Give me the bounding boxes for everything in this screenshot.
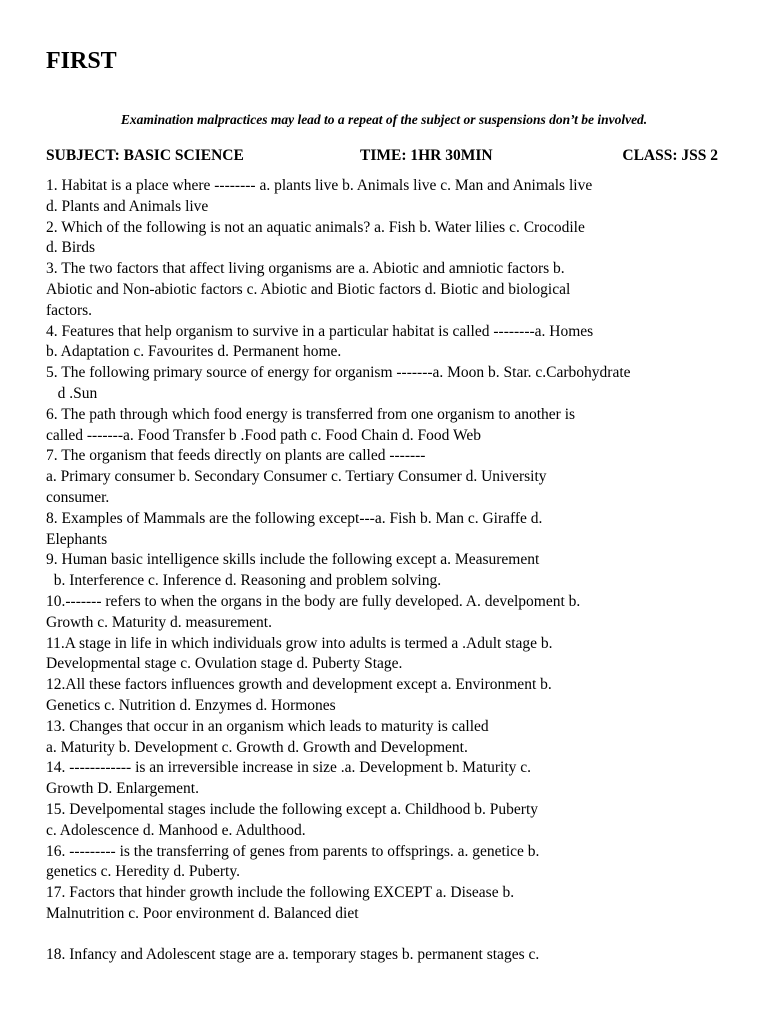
question-line: d. Birds (46, 239, 96, 257)
question-line: 9. Human basic intelligence skills include the following except a. Measurement (46, 551, 540, 569)
question-line: a. Maturity b. Development c. Growth d. Growth and Development. (46, 738, 468, 756)
question-line: 17. Factors that hinder growth include the following EXCEPT a. Disease b. (46, 884, 515, 902)
page-title: FIRST (46, 48, 117, 74)
question-line: 12.All these factors influences growth and development except a. Environment b. (46, 676, 552, 694)
question-line: genetics c. Heredity d. Puberty. (46, 863, 240, 881)
question-line: Genetics c. Nutrition d. Enzymes d. Hormones (46, 696, 336, 714)
question-line: 8. Examples of Mammals are the following except---a. Fish b. Man c. Giraffe d. (46, 509, 543, 527)
question-line: called -------a. Food Transfer b .Food path c. Food Chain d. Food Web (46, 426, 481, 444)
question-line: a. Primary consumer b. Secondary Consumer c. Tertiary Consumer d. University (46, 468, 547, 486)
question-line: consumer. (46, 488, 110, 506)
question-line: 2. Which of the following is not an aquatic animals? a. Fish b. Water lilies c. Crocodile (46, 218, 585, 236)
question-line: c. Adolescence d. Manhood e. Adulthood. (46, 821, 306, 839)
question-line: b. Adaptation c. Favourites d. Permanent home. (46, 343, 342, 361)
question-line: 7. The organism that feeds directly on plants are called ------- (46, 447, 426, 465)
question-line: 10.------- refers to when the organs in the body are fully developed. A. develpoment b. (46, 592, 581, 610)
question-line: 18. Infancy and Adolescent stage are a. temporary stages b. permanent stages c. (46, 946, 540, 964)
question-line: Growth c. Maturity d. measurement. (46, 613, 272, 631)
question-line: 16. --------- is the transferring of genes from parents to offsprings. a. genetice b. (46, 842, 540, 860)
question-line: d. Plants and Animals live (46, 197, 209, 215)
question-line: 6. The path through which food energy is transferred from one organism to another is (46, 405, 576, 423)
question-line: 14. ------------ is an irreversible increase in size .a. Development b. Maturity c. (46, 759, 532, 777)
question-line: 13. Changes that occur in an organism which leads to maturity is called (46, 717, 489, 735)
class-label: CLASS: JSS 2 (622, 147, 718, 164)
subject-label: SUBJECT: BASIC SCIENCE (46, 147, 244, 164)
question-line: Malnutrition c. Poor environment d. Balanced diet (46, 904, 359, 922)
question-line: d .Sun (46, 384, 98, 402)
question-line (46, 925, 736, 946)
question-line: b. Interference c. Inference d. Reasoning and problem solving. (46, 572, 442, 590)
question-line: Growth D. Enlargement. (46, 780, 199, 798)
question-line: Abiotic and Non-abiotic factors c. Abiotic and Biotic factors d. Biotic and biological (46, 280, 571, 298)
time-label: TIME: 1HR 30MIN (360, 147, 493, 164)
malpractice-notice: Examination malpractices may lead to a repeat of the subject or suspensions don’t be involved. (120, 112, 648, 127)
question-line: 1. Habitat is a place where -------- a. plants live b. Animals live c. Man and Animals live (46, 177, 593, 194)
exam-info-row (46, 146, 718, 166)
question-line: 3. The two factors that affect living organisms are a. Abiotic and amniotic factors b. (46, 260, 565, 278)
question-line: Developmental stage c. Ovulation stage d. Puberty Stage. (46, 655, 403, 673)
question-line: 5. The following primary source of energy for organism -------a. Moon b. Star. c.Carbohydrate (46, 364, 631, 382)
question-line: factors. (46, 301, 93, 319)
question-list (46, 176, 736, 966)
question-line: Elephants (46, 530, 108, 548)
question-line: 4. Features that help organism to survive in a particular habitat is called --------a. Homes (46, 322, 594, 340)
question-line: 11.A stage in life in which individuals grow into adults is termed a .Adult stage b. (46, 634, 553, 652)
question-line: 15. Develpomental stages include the following except a. Childhood b. Puberty (46, 800, 539, 818)
